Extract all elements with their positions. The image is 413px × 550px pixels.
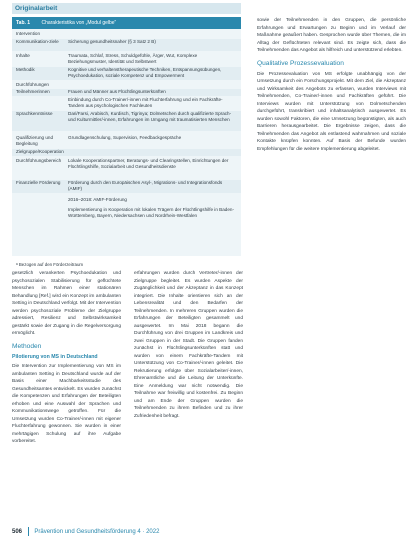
table-row: [12, 149, 241, 156]
table-title: Charakteristika von „Modul gelbe“: [41, 20, 117, 26]
paragraph: Die Prozessevaluation von MS erfolgte unabhängig von der Umsetzung durch ein Forschungsprojekt. Mit dem Ziel, die Akzeptanz und Wirksamkeit des Angebots zu erfassen, wurden Interviews mit Teilnehmenden, Co-Trainer/-innen und Fachkräften geführt. Die Interviews wurden mit Unterstützung von Dolmetschenden durchgeführt, transkribiert und inhaltsanalytisch ausgewertet. Es wurden sowohl Faktoren, die eine Umsetzung begünstigten, als auch Barrieren herausgearbeitet. Die Ergebnisse zeigen, dass die Teilnehmenden das Angebot als entlastend wahrnahmen und soziale Kontakte knüpfen konnten. Auf Basis der Befunde wurden Empfehlungen für die weitere Implementierung abgeleitet.: [257, 71, 406, 152]
table-row-key: Qualifizierung und Begleitung: [16, 135, 54, 146]
table-title-bar: [12, 17, 241, 29]
table-label: Tab. 1: [16, 20, 31, 26]
table-footnote: [12, 262, 241, 267]
journal-citation: Prävention und Gesundheitsförderung 4 · 2022: [34, 529, 160, 535]
table-row-key: Methodik: [16, 67, 35, 72]
footer-divider: [28, 527, 29, 536]
table-row-value: Kognitive und verhaltenstherapeutische Techniken, Entspannungsübungen, Psychoedukation, soziale Kompetenz und Empowerment: [68, 67, 222, 78]
table-row-key: Finanzielle Förderung: [16, 180, 61, 185]
paragraph: erfahrungen wurden durch Vertreter/-innen der Zielgruppe begleitet. Es wurden Aspekte der Zugänglichkeit und der Akzeptanz in das Konzept integriert. Die Inhalte orientieren sich an der Lebensrealität und den Bedarfen der Teilnehmenden. In mehreren Gruppen wurden die Erfahrungen der Beteiligten gesammelt und ausgewertet. Im Mai 2018 begann die Durchführung von drei Gruppen im Landkreis und zwei Gruppen in der Stadt. Die Gruppen fanden zunächst in Flüchtlingsunterkünften statt und wurden von einem Fachkräfte-Tandem mit Unterstützung von Co-Trainer/-innen geleitet. Die Rekrutierung erfolgte über Sozialarbeiter/-innen, Ehrenamtliche und die Leitung der Unterkünfte. Eine Anmeldung war nicht notwendig. Die Teilnahme war freiwillig und kostenfrei. Zu Beginn und am Ende der Gruppen wurden die Teilnehmenden zu ihrem Befinden und zu ihrer Zufriedenheit befragt.: [134, 271, 243, 419]
table-row: [12, 180, 241, 193]
footnote-text: Bezogen auf den Förderzeitraum: [18, 262, 84, 267]
table-row-key: Intervention: [16, 31, 41, 36]
page-footer: [12, 525, 402, 539]
table-row-key: Kommunikation-ziele: [16, 39, 59, 44]
paragraph: sowie der Teilnehmenden in den Gruppen, die persönliche Erfahrungen und Erwartungen zu Beginn und im Verlauf der Maßnahme geäußert haben. Gesprochen wurde über Themen, die im Alltag der Geflüchteten relevant sind. Es zeigte sich, dass die Teilnehmenden das Angebot als hilfreich und unterstützend erlebten.: [257, 18, 406, 53]
table-row-key: Durchführungsbereich: [16, 158, 62, 163]
table-row-value: Dari/Farsi, Arabisch, Kurdisch, Tigrinya; Dolmetschen durch qualifizierte Sprach- und Kulturmittler/-innen, Erfahrungen im Umgang mit traumatisierten Menschen: [68, 111, 232, 122]
table-row: [12, 111, 241, 131]
table-row-value: Förderung durch den Europäischen Asyl-, Migrations- und Integrationsfonds (AMIF): [68, 180, 223, 191]
table-row-value: Sicherung gesundheitsnaher (§ 3 Satz 2 B): [68, 39, 156, 44]
section-tag: Originalarbeit: [12, 3, 241, 14]
table-row-value: Einbindung durch Co-Trainer/-innen mit Fluchterfahrung und ein Fachkräfte-Tandem aus psychologischen Fachleuten: [68, 97, 223, 108]
table-row-value: Lokale Kooperationspartner, Beratungs- und Clearingstellen, Einrichtungen der Flüchtlingshilfe, Sozialarbeit und Gesundheitsdienste: [68, 158, 229, 169]
table-row-value: Grundlagenschulung, Supervision, Feedbackgespräche: [68, 135, 182, 140]
table-row-key: Teilnehmerinnen: [16, 89, 50, 94]
table-row-key: Sprachkenntnisse: [16, 111, 53, 116]
table-row-value: Implementierung in Kooperation mit lokalen Trägern der Flüchtlingshilfe in Baden-Württemberg, Bayern, Niedersachsen und Nordrhein-Westfalen: [68, 207, 234, 218]
table-row-value: Traumata, Schlaf, Stress, Schuldgefühle, Ärger, Wut, Komplexe Beziehungsmuster, Identität und Selbstwert: [68, 53, 198, 64]
paragraph: Die Intervention zur Implementierung von MS im ambulanten Setting in Deutschland wurde auf der Basis einer Machbarkeitsstudie des Gesundheitsamtes entwickelt. Es wurden zunächst die Kompetenzen und Erfahrungen der Beteiligten erhoben und eine Auswahl der Sprachen und Kommunikationswege getroffen. Für die Umsetzung wurden Co-Trainer/-innen mit eigener Fluchterfahrung gewonnen. Sie wurden in einer mehrtägigen Schulung auf ihre Aufgabe vorbereitet.: [12, 364, 121, 444]
footnote-marker: ᵃ: [16, 262, 18, 267]
section-heading: Methoden: [12, 342, 42, 350]
section-heading: Qualitative Prozessevaluation: [257, 59, 344, 67]
text-column-right: [257, 17, 406, 155]
text-column-left: [12, 270, 121, 448]
table-row-key: Inhalte: [16, 53, 30, 58]
page-number: 506: [12, 529, 23, 535]
table-row-key: Durchführungen: [16, 82, 49, 87]
characteristics-table: [12, 17, 241, 267]
table-row: [12, 67, 241, 80]
text-column-middle: [134, 270, 243, 422]
table-row: [12, 39, 241, 51]
table-row-value: 2016–2018: AMIF-Förderung: [68, 197, 127, 202]
table-row: [12, 89, 241, 96]
table-row-key: Zielgruppe/Kooperation: [16, 149, 64, 154]
paragraph: gesetzlich verankerten Psychoedukation und psychosozialen Stabilisierung für geflüchtete Menschen im Rahmen einer stationären Behandlung [Ref.] wird ein Konzept im ambulanten Setting in Deutschland verfolgt. Mit der Intervention werden psychosoziale Probleme der Zielgruppe adressiert, Resilienz und Selbstwirksamkeit gestärkt sowie der Zugang in die Regelversorgung ermöglicht.: [12, 271, 121, 336]
subsection-heading: Pilotierung von MS in Deutschland: [12, 353, 98, 360]
table-row-value: Frauen und Männer aus Flüchtlingsunterkünften: [68, 89, 166, 94]
